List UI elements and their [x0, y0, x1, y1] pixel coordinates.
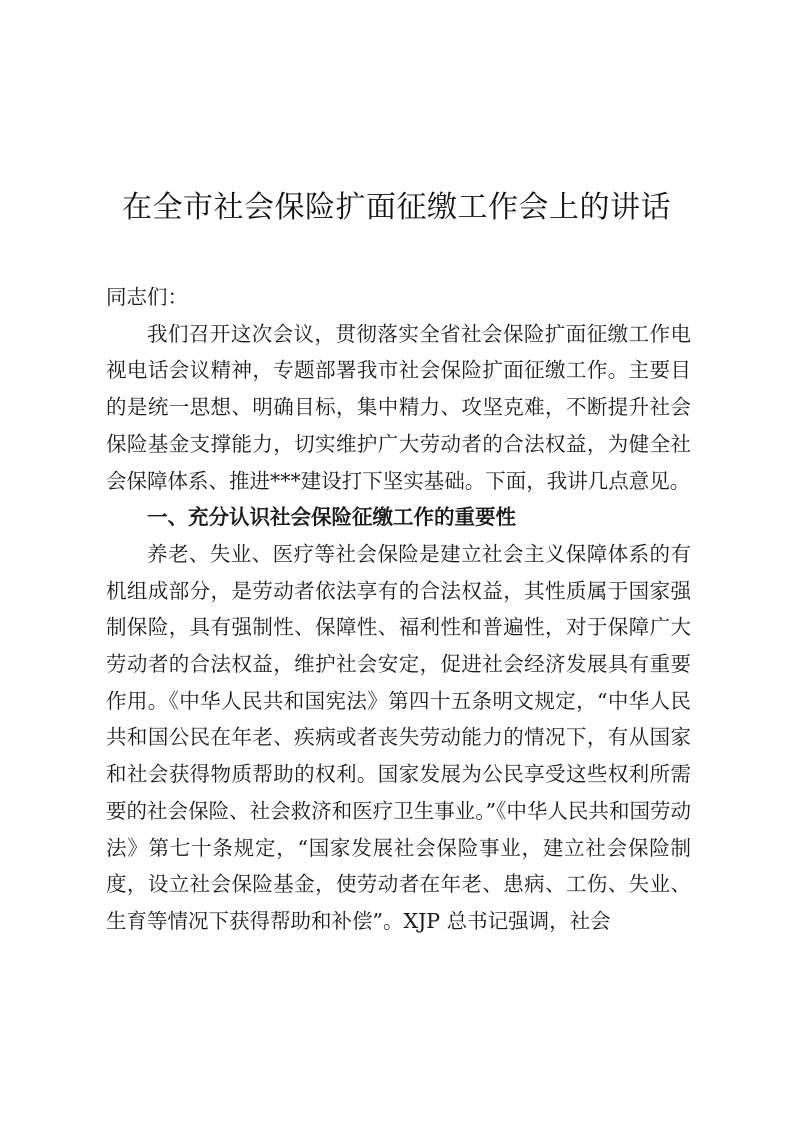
section-paragraph: 养老、失业、医疗等社会保险是建立社会主义保障体系的有机组成部分，是劳动者依法享有的合法权益，其性质属于国家强制保险，具有强制性、保障性、福利性和普遍性，对于保障广大劳动者的合法权益，维护社会安定，促进社会经济发展具有重要作用。《中华人民共和国宪法》第四十五条明文规定，“中华人民共和国公民在年老、疾病或者丧失劳动能力的情况下，有从国家和社会获得物质帮助的权利。国家发展为公民享受这些权利所需要的社会保险、社会救济和医疗卫生事业。”《中华人民共和国劳动法》第七十条规定，“国家发展社会保险事业，建立社会保险制度，设立社会保险基金，使劳动者在年老、患病、工伤、失业、生育等情况下获得帮助和补偿”。XJP 总书记强调，社会: [106, 541, 691, 933]
document-body: [106, 279, 691, 940]
salutation: 同志们：: [106, 285, 188, 309]
document-title: 在全市社会保险扩面征缴工作会上的讲话: [122, 190, 671, 225]
section-heading: 一、充分认识社会保险征缴工作的重要性: [147, 505, 516, 530]
intro-paragraph: 我们召开这次会议，贯彻落实全省社会保险扩面征缴工作电视电话会议精神，专题部署我市社会保险扩面征缴工作。主要目的是统一思想、明确目标，集中精力、攻坚克难，不断提升社会保险基金支撑能力，切实维护广大劳动者的合法权益，为健全社会保障体系、推进***建设打下坚实基础。下面，我讲几点意见。: [106, 321, 691, 493]
